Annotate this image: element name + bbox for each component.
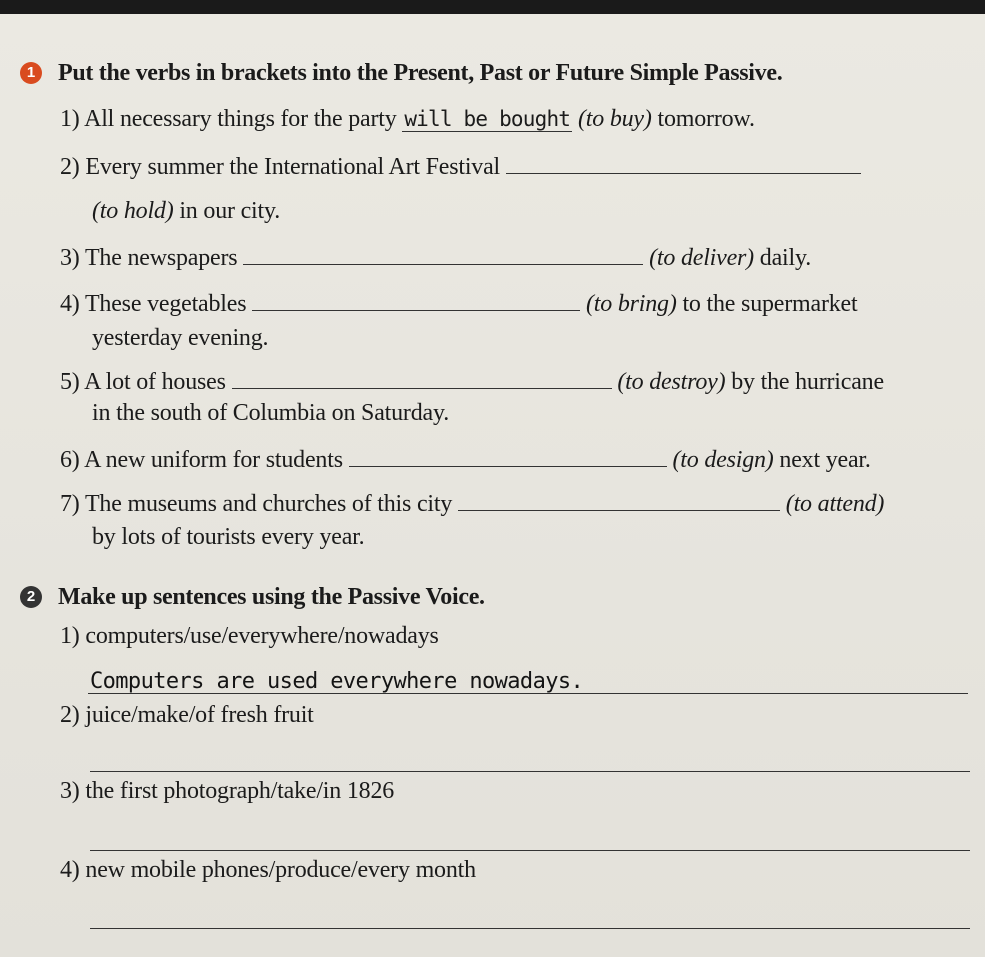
exercise-2-title: Make up sentences using the Passive Voice. (58, 584, 485, 610)
ex1-item-4 (60, 288, 857, 319)
item-number: 3) (60, 245, 80, 271)
answer-line[interactable] (88, 693, 968, 694)
item-number: 1) (60, 623, 80, 649)
answer-blank[interactable] (506, 151, 861, 174)
item-text: These vegetables (84, 291, 247, 317)
verb-hint: (to hold) (92, 198, 174, 224)
item-number: 4) (60, 291, 80, 317)
handwritten-answer: Computers are used everywhere nowadays. (90, 669, 584, 694)
item-text-end: in our city. (179, 198, 281, 224)
item-text-end: tomorrow. (657, 106, 755, 132)
item-number: 2) (60, 154, 80, 180)
ex1-item-7 (60, 488, 884, 519)
answer-line[interactable] (90, 771, 970, 772)
item-number: 6) (60, 447, 80, 473)
item-number: 3) (60, 778, 80, 804)
answer-blank[interactable] (349, 444, 667, 467)
answer-line[interactable] (90, 850, 970, 851)
ex1-item-6 (60, 444, 871, 475)
verb-hint: (to design) (672, 447, 774, 473)
answer-blank[interactable] (232, 366, 612, 389)
ex1-item-7-cont: by lots of tourists every year. (92, 524, 365, 550)
exercise-1-number-badge (20, 62, 42, 84)
item-number: 1) (60, 106, 80, 132)
answer-line[interactable] (90, 928, 970, 929)
answer-blank[interactable] (252, 288, 580, 311)
ex1-item-3 (60, 242, 811, 273)
item-text: The newspapers (84, 245, 238, 271)
item-prompt: new mobile phones/produce/every month (85, 857, 476, 883)
ex1-item-1 (60, 104, 755, 134)
item-prompt: the first photograph/take/in 1826 (85, 778, 395, 804)
answer-blank[interactable] (243, 242, 643, 265)
ex1-item-5 (60, 366, 884, 397)
ex1-item-2-cont (92, 196, 280, 226)
item-text: The museums and churches of this city (84, 491, 453, 517)
exercise-2-number-badge (20, 586, 42, 608)
verb-hint: (to deliver) (649, 245, 754, 271)
worksheet-page (0, 14, 985, 957)
item-text-end: daily. (759, 245, 812, 271)
ex2-item-1 (60, 621, 439, 651)
verb-hint: (to bring) (585, 291, 677, 317)
ex2-item-2 (60, 700, 314, 730)
verb-hint: (to destroy) (617, 369, 726, 395)
ex1-item-2 (60, 151, 861, 182)
item-number: 2) (60, 702, 80, 728)
item-text: A new uniform for students (84, 447, 343, 473)
ex1-item-4-cont: yesterday evening. (92, 325, 269, 351)
item-prompt: juice/make/of fresh fruit (85, 702, 314, 728)
item-text: A lot of houses (84, 369, 226, 395)
item-text-end: next year. (779, 447, 871, 473)
verb-hint: (to buy) (577, 106, 652, 132)
ex2-item-4 (60, 855, 476, 885)
verb-hint: (to attend) (785, 491, 885, 517)
item-number: 5) (60, 369, 80, 395)
item-text: Every summer the International Art Festival (85, 154, 501, 180)
item-text-end: by the hurricane (731, 369, 884, 395)
item-number: 4) (60, 857, 80, 883)
item-prompt: computers/use/everywhere/nowadays (85, 623, 439, 649)
ex1-item-5-cont: in the south of Columbia on Saturday. (92, 400, 450, 426)
answer-blank[interactable] (458, 488, 780, 511)
exercise-2-number: 2 (26, 588, 36, 605)
handwritten-answer: will be bought (404, 107, 571, 131)
item-text-end: to the supermarket (682, 291, 858, 317)
item-text: All necessary things for the party (84, 106, 397, 132)
exercise-1-number: 1 (26, 64, 36, 81)
item-number: 7) (60, 491, 80, 517)
exercise-1-title: Put the verbs in brackets into the Present, Past or Future Simple Passive. (58, 60, 783, 86)
ex2-item-3 (60, 776, 394, 806)
